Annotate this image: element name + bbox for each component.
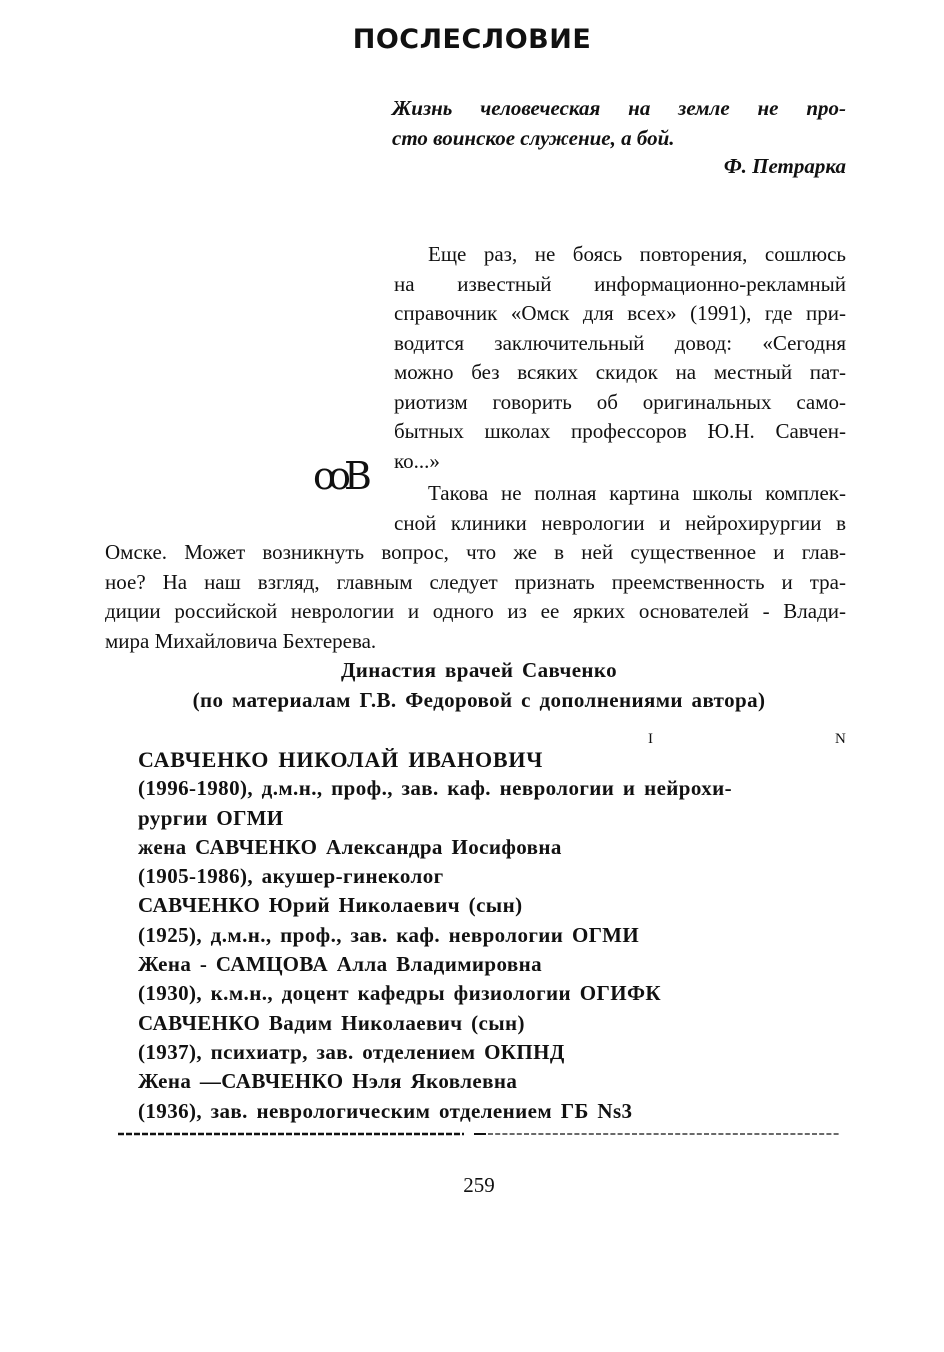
- paragraph-line: водится заключительный довод: «Сегодня: [394, 330, 846, 355]
- family-entry: (1930), к.м.н., доцент кафедры физиологии ОГИФК: [138, 981, 662, 1006]
- paragraph-line: сной клиники неврологии и нейрохирургии в: [394, 510, 846, 535]
- paragraph-line: Омске. Может возникнуть вопрос, что же в ней существенное и глав-: [105, 540, 846, 564]
- family-entry: (1905-1986), акушер-гинеколог: [138, 864, 444, 889]
- family-entry: (1936), зав. неврологическим отделением ГБ Ns3: [138, 1098, 633, 1123]
- paragraph-line: можно без всяких скидок на местный пат-: [394, 360, 846, 384]
- paragraph-2-wide: [105, 538, 846, 656]
- ornament-glyph: ꝏB: [313, 454, 365, 498]
- paragraph-line: мира Михайловича Бехтерева.: [105, 628, 377, 653]
- epigraph-author: Ф. Петрарка: [723, 154, 846, 178]
- paragraph-2-narrow: [394, 479, 846, 538]
- family-entry: Жена —САВЧЕНКО Нэля Яковлевна: [138, 1069, 518, 1094]
- margin-marker-n: N: [835, 731, 846, 747]
- paragraph-line: ное? На наш взгляд, главным следует признать преемственность и тра-: [105, 569, 846, 594]
- family-entry: рургии ОГМИ: [138, 805, 284, 830]
- dashed-divider: [118, 1127, 840, 1141]
- family-entry: САВЧЕНКО Юрий Николаевич (сын): [138, 893, 523, 918]
- family-entry: САВЧЕНКО НИКОЛАЙ ИВАНОВИЧ: [138, 747, 544, 772]
- family-entry: (1996-1980), д.м.н., проф., зав. каф. неврологии и нейрохи-: [138, 776, 733, 801]
- epigraph-line: сто воинское служение, а бой.: [392, 126, 675, 150]
- paragraph-line: Еще раз, не боясь повторения, сошлюсь: [428, 242, 846, 266]
- paragraph-line: ко...»: [394, 448, 440, 473]
- paragraph-1: [394, 240, 846, 476]
- paragraph-line: диции российской неврологии и одного из ее ярких основателей - Влади-: [105, 599, 846, 623]
- family-list: [138, 745, 838, 1126]
- family-entry: жена САВЧЕНКО Александра Иосифовна: [138, 834, 562, 859]
- paragraph-line: на известный информационно-рекламный: [394, 271, 846, 296]
- paragraph-line: Такова не полная картина школы комплек-: [428, 481, 846, 505]
- family-entry: (1925), д.м.н., проф., зав. каф. неврологии ОГМИ: [138, 922, 640, 947]
- epigraph-line: Жизнь человеческая на земле не про-: [392, 96, 846, 120]
- family-entry: САВЧЕНКО Вадим Николаевич (сын): [138, 1010, 525, 1035]
- family-entry: Жена - САМЦОВА Алла Владимировна: [138, 952, 542, 977]
- family-entry: (1937), психиатр, зав. отделением ОКПНД: [138, 1039, 565, 1064]
- page-title: ПОСЛЕСЛОВИЕ: [352, 24, 592, 55]
- page-number: 259: [463, 1173, 495, 1197]
- paragraph-line: справочник «Омск для всех» (1991), где при-: [394, 301, 846, 325]
- paragraph-line: риотизм говорить об оригинальных само-: [394, 389, 846, 414]
- dynasty-title: Династия врачей Савченко: [340, 658, 618, 682]
- epigraph: [392, 93, 846, 153]
- dynasty-subtitle: (по материалам Г.В. Федоровой с дополнениями автора): [192, 688, 766, 712]
- paragraph-line: бытных школах профессоров Ю.Н. Савчен-: [394, 419, 846, 443]
- margin-marker-i: I: [648, 731, 653, 747]
